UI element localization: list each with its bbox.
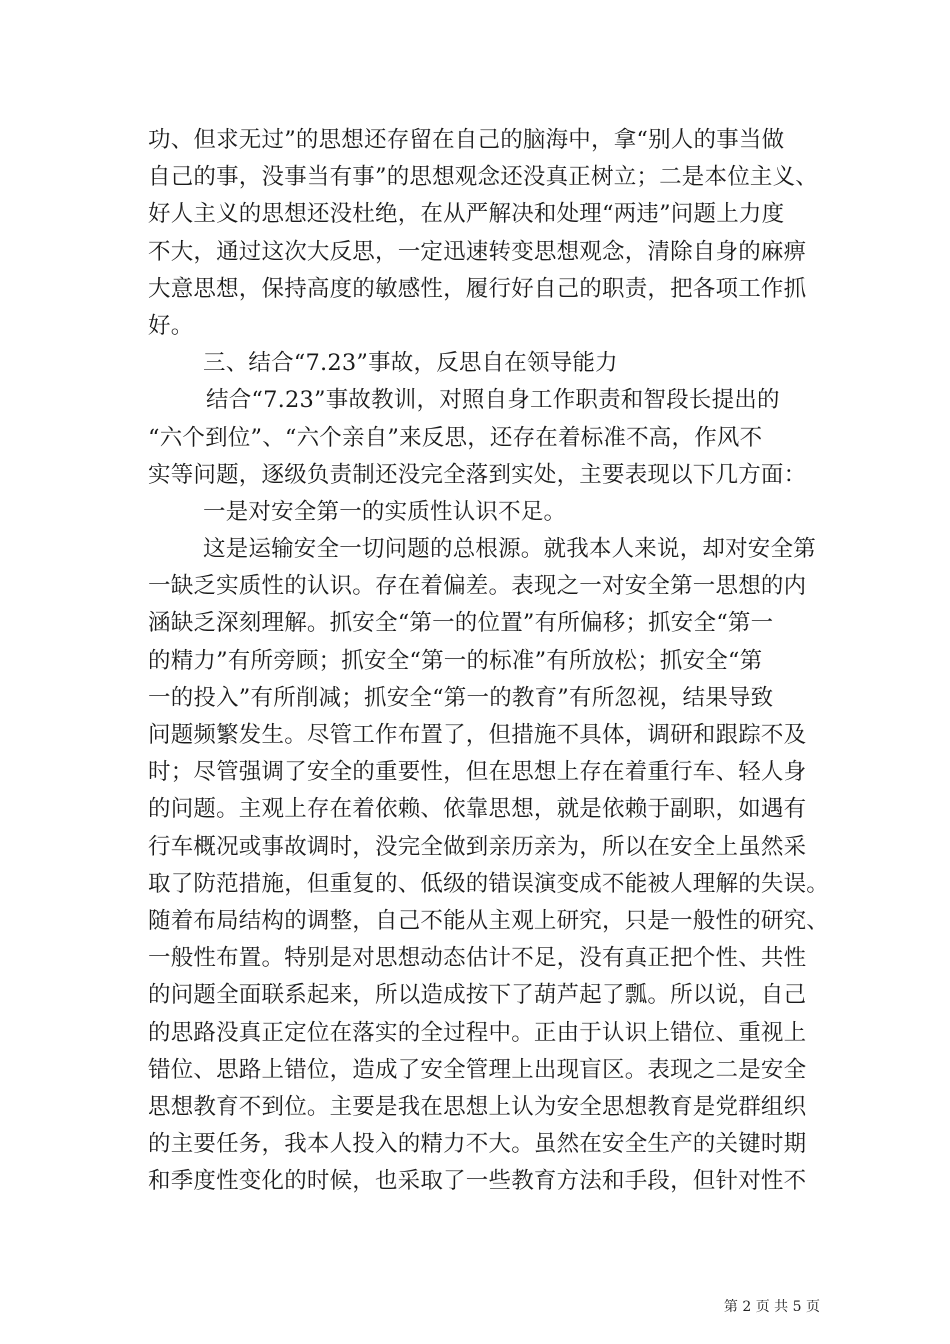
text-line: 时；尽管强调了安全的重要性，但在思想上存在着重行车、轻人身 bbox=[148, 759, 807, 786]
text-line: 思想教育不到位。主要是我在思想上认为安全思想教育是党群组织 bbox=[148, 1093, 807, 1120]
text-line: 好人主义的思想还没杜绝，在从严解决和处理“两违”问题上力度 bbox=[148, 201, 785, 228]
text-line: 好。 bbox=[148, 312, 194, 339]
text-line: 的问题。主观上存在着依赖、依靠思想，就是依赖于副职，如遇有 bbox=[148, 796, 807, 823]
page-number: 第 2 页 共 5 页 bbox=[723, 1299, 820, 1315]
subheading-line: 一是对安全第一的实质性认识不足。 bbox=[203, 498, 567, 525]
text-line: 自己的事，没事当有事”的思想观念还没真正树立；二是本位主义、 bbox=[148, 164, 819, 191]
text-line: 行车概况或事故调时，没完全做到亲历亲为，所以在安全上虽然采 bbox=[148, 833, 807, 860]
text-line: 一般性布置。特别是对思想动态估计不足，没有真正把个性、共性 bbox=[148, 945, 807, 972]
text-line: 大意思想，保持高度的敏感性，履行好自己的职责，把各项工作抓 bbox=[148, 275, 807, 302]
text-line: 一的投入”有所削减；抓安全“第一的教育”有所忽视，结果导致 bbox=[148, 684, 774, 711]
text-line: 的精力”有所旁顾；抓安全“第一的标准”有所放松；抓安全“第 bbox=[148, 647, 763, 674]
text-line: 的主要任务，我本人投入的精力不大。虽然在安全生产的关键时期 bbox=[148, 1131, 807, 1158]
text-line: 实等问题，逐级负责制还没完全落到实处，主要表现以下几方面： bbox=[148, 461, 807, 488]
text-line: 和季度性变化的时候，也采取了一些教育方法和手段，但针对性不 bbox=[148, 1168, 807, 1195]
text-line: 取了防范措施，但重复的、低级的错误演变成不能被人理解的失误。 bbox=[148, 870, 830, 897]
text-line: 随着布局结构的调整，自己不能从主观上研究，只是一般性的研究、 bbox=[148, 907, 830, 934]
text-line: 问题频繁发生。尽管工作布置了，但措施不具体，调研和跟踪不及 bbox=[148, 722, 807, 748]
text-line: 的问题全面联系起来，所以造成按下了葫芦起了瓢。所以说，自己 bbox=[148, 982, 807, 1009]
text-line: 不大，通过这次大反思，一定迅速转变思想观念，清除自身的麻痹 bbox=[148, 238, 807, 265]
text-line: 涵缺乏深刻理解。抓安全“第一的位置”有所偏移；抓安全“第一 bbox=[148, 610, 774, 637]
text-line: 功、但求无过”的思想还存留在自己的脑海中，拿“别人的事当做 bbox=[148, 127, 785, 153]
text-line: 错位、思路上错位，造成了安全管理上出现盲区。表现之二是安全 bbox=[148, 1056, 807, 1083]
document-body bbox=[148, 122, 828, 1200]
text-line: 一缺乏实质性的认识。存在着偏差。表现之一对安全第一思想的内 bbox=[148, 573, 807, 600]
text-line: 这是运输安全一切问题的总根源。就我本人来说，却对安全第 bbox=[203, 536, 816, 563]
text-line: “六个到位”、“六个亲自”来反思，还存在着标准不高，作风不 bbox=[148, 424, 763, 451]
section-heading: 三、结合“7.23”事故，反思自在领导能力 bbox=[203, 350, 618, 377]
text-line: 的思路没真正定位在落实的全过程中。正由于认识上错位、重视上 bbox=[148, 1019, 807, 1046]
text-line: 结合“7.23”事故教训，对照自身工作职责和智段长提出的 bbox=[206, 387, 780, 414]
